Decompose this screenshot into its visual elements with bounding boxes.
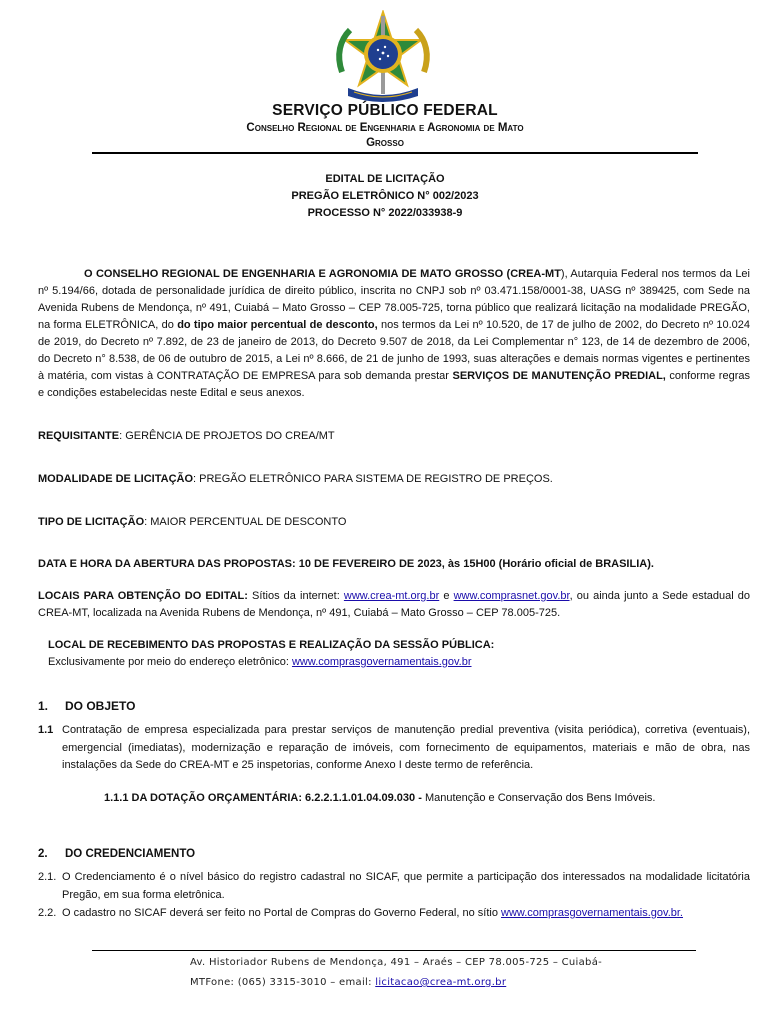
requisitante-line [38,428,750,445]
modalidade-label: MODALIDADE DE LICITAÇÃO [38,473,194,485]
dotacao-line [104,790,744,807]
section-2-title: DO CREDENCIAMENTO [65,848,196,860]
comprasgov-link[interactable]: www.comprasgovernamentais.gov.br [291,656,472,668]
intro-text-c: nos termos da Lei nº 10.520, de 17 de julho de 2002, do Decreto nº 10.024 de 2019, do Decreto nº 7.892, de 23 de janeiro de 2013, do Decreto 9.507 de 2018, da Lei Complementar n° 123, de 14 de dezembro de 2006, do Decreto n° 8.538, de 06 de outubro de 2015, a Lei nº 8.666, de 21 de junho de 1993, suas alterações e demais normas vigentes e pertinentes à matéria, com vistas à CONTRATAÇÃO DE EMPRESA para sob demanda prestar [38,319,750,382]
item-2-2-text [62,905,750,923]
header-divider [92,152,698,154]
abertura-line: DATA E HORA DA ABERTURA DAS PROPOSTAS: 10 DE FEVEREIRO DE 2023, às 15H00 (Horário oficial de BRASILIA). [38,558,654,570]
modalidade-value: : PREGÃO ELETRÔNICO PARA SISTEMA DE REGISTRO DE PREÇOS. [193,473,553,485]
locais-text-b: e [439,590,454,602]
item-1-1-text: Contratação de empresa especializada para prestar serviços de manutenção predial preventiva (visita periódica), corretiva (eventuais), emergencial (imediatas), modernização e reparação de imóveis, com fornecimento de equipamentos, materiais e mão de obra, nas instalações da Sede do CREA-MT e 25 inspetorias, conforme Anexo I deste termo de referência. [62,724,750,771]
section-1-title: DO OBJETO [65,699,136,713]
comprasnet-link[interactable]: www.comprasnet.gov.br [453,590,570,602]
pregao-number: PREGÃO ELETRÔNICO N° 002/2023 [291,190,479,202]
intro-text-e: conforme regras e condições estabelecidas neste Edital e seus anexos. [38,370,750,399]
org-subtitle-line1: Conselho Regional de Engenharia e Agronomia de Mato [246,122,524,134]
item-2-2-number: 2.2. [38,907,57,919]
tipo-line [38,514,750,531]
intro-text-a: ), Autarquia Federal nos termos da Lei nº 5.194/66, dotada de personalidade jurídica de direito público, inscrita no CNPJ sob nº 03.471.158/0001-38, UASG nº 389425, com Sede na Avenida Rubens de Mendonça, nº 491, Cuiabá – Mato Grosso – CEP 78.005-725, torna público que realizará licitação na modalidade PREGÃO, na forma ELETRÔNICA, do [38,268,750,331]
item-2-1 [38,869,750,904]
requisitante-value: : GERÊNCIA DE PROJETOS DO CREA/MT [119,430,335,442]
local-recebimento-desc: Exclusivamente por meio do endereço eletrônico: [48,656,292,668]
section-2-number: 2. [38,848,48,860]
locais-text-c: , ou ainda junto a Sede estadual do CREA-MT, localizada na Avenida Rubens de Mendonça, nº 491, Cuiabá – Mato Grosso – CEP 78.005-725. [38,590,751,619]
footer-email-link[interactable]: licitacao@crea-mt.org.br [375,977,507,988]
item-2-1-number: 2.1. [38,871,57,883]
requisitante-label: REQUISITANTE [38,430,120,442]
local-recebimento-block [48,637,748,671]
intro-paragraph [38,266,750,402]
item-2-2 [38,905,750,923]
processo-number: PROCESSO N° 2022/033938-9 [307,207,463,219]
locais-paragraph [38,588,750,622]
item-1-1 [38,722,750,775]
modalidade-line [38,471,750,488]
document-title: EDITAL DE LICITAÇÃO [325,173,445,185]
local-recebimento-label: LOCAL DE RECEBIMENTO DAS PROPOSTAS E REALIZAÇÃO DA SESSÃO PÚBLICA: [48,639,495,651]
dotacao-label: 1.1.1 DA DOTAÇÃO ORÇAMENTÁRIA: 6.2.2.1.1.01.04.09.030 - [104,792,422,804]
tipo-label: TIPO DE LICITAÇÃO [38,516,145,528]
document-title-block [0,171,770,222]
local-recebimento-text [48,654,748,671]
section-1-heading [38,699,135,713]
footer-phone: MTFone: (065) 3315-3010 – email: [190,977,376,988]
locais-text-a: Sítios da internet: [247,590,344,602]
footer-address: Av. Historiador Rubens de Mendonça, 491 – Araés – CEP 78.005-725 – Cuiabá- [190,957,603,968]
item-2-2-desc: O cadastro no SICAF deverá ser feito no Portal de Compras do Governo Federal, no sítio [62,907,501,919]
tipo-value: : MAIOR PERCENTUAL DE DESCONTO [144,516,347,528]
comprasgov-link-2[interactable]: www.comprasgovernamentais.gov.br. [501,907,683,919]
footer-divider [92,950,696,951]
locais-label: LOCAIS PARA OBTENÇÃO DO EDITAL: [38,590,248,602]
section-1-number: 1. [38,699,49,713]
org-subtitle-line2: Grosso [366,137,404,149]
intro-bold-d: SERVIÇOS DE MANUTENÇÃO PREDIAL, [452,370,666,382]
crea-site-link[interactable]: www.crea-mt.org.br [343,590,440,602]
dotacao-text: Manutenção e Conservação dos Bens Imóveis. [421,792,656,804]
org-title: SERVIÇO PÚBLICO FEDERAL [272,102,498,119]
org-subtitle [150,121,620,151]
brasao-republica-icon [328,10,438,105]
section-2-heading [38,848,195,860]
intro-bold-b: do tipo maior percentual de desconto, [177,319,378,331]
item-1-1-number: 1.1 [38,724,54,736]
footer-contact [190,973,710,993]
intro-lead: O CONSELHO REGIONAL DE ENGENHARIA E AGRONOMIA DE MATO GROSSO (CREA-MT [84,268,561,280]
item-2-1-text: O Credenciamento é o nível básico do registro cadastral no SICAF, que permite a participação dos interessados na modalidade licitatória Pregão, em sua forma eletrônica. [62,871,750,901]
